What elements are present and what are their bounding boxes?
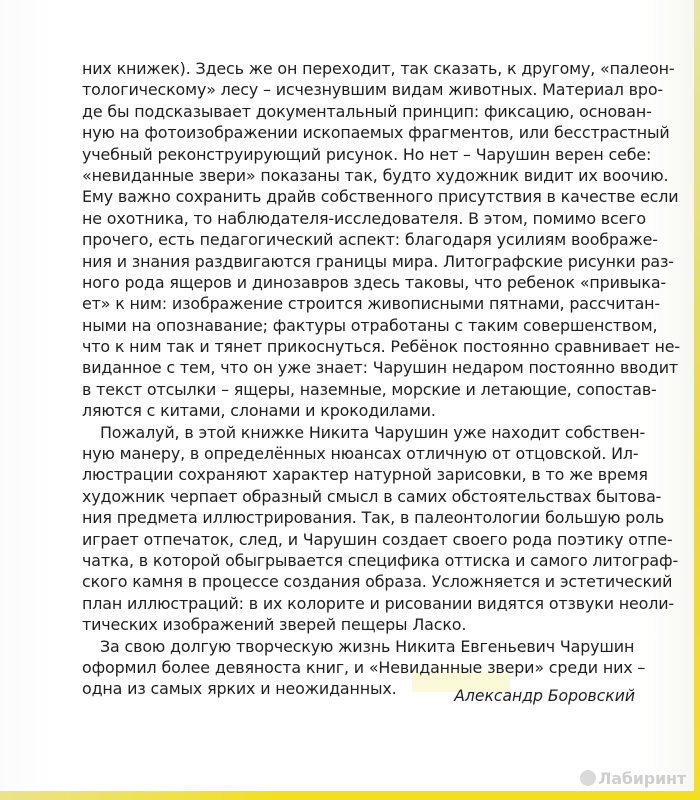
- text-line: ную на фотоизображении ископаемых фрагментов, или бесстрастный: [82, 123, 670, 143]
- text-line: прочего, есть педагогический аспект: благодаря усилиям воображе-: [82, 230, 658, 250]
- watermark-text: Лабиринт: [598, 769, 686, 788]
- text-line: ными на опознавание; фактуры отработаны с таким совершенством,: [82, 315, 658, 335]
- text-line: ния и знания раздвигаются границы мира. Литографские рисунки раз-: [82, 251, 674, 271]
- watermark: [580, 769, 686, 788]
- text-line: Ему важно сохранить драйв собственного присутствия в качестве если: [82, 187, 679, 207]
- author-signature: Александр Боровский: [454, 687, 635, 705]
- text-line: люстрации сохраняют характер натурной зарисовки, в то же время: [82, 465, 648, 485]
- text-line: них книжек). Здесь же он переходит, так сказать, к другому, «палеон-: [82, 59, 675, 78]
- text-line: не охотника, то наблюдателя-исследователя. В этом, помимо всего: [82, 208, 647, 228]
- text-line: одна из самых ярких и неожиданных.: [82, 679, 397, 699]
- text-line: план иллюстраций: в их колорите и рисовании видятся отзвуки неоли-: [82, 593, 675, 613]
- labyrinth-logo-icon: [580, 770, 596, 786]
- text-line: ет» к ним: изображение строится живописными пятнами, рассчитан-: [82, 294, 660, 314]
- text-line: ную манеру, в определённых нюансах отличную от отцовской. Ил-: [82, 444, 639, 464]
- page-edge-strip: [694, 0, 700, 800]
- text-line: ния предмета иллюстрирования. Так, в палеонтологии большую роль: [82, 508, 665, 528]
- body-text: [82, 58, 680, 700]
- text-line: ного рода ящеров и динозавров здесь таковы, что ребенок «привыка-: [82, 272, 666, 292]
- text-line: За свою долгую творческую жизнь Никита Евгеньевич Чарушин: [100, 636, 635, 656]
- text-line: учебный реконструирующий рисунок. Но нет – Чарушин верен себе:: [82, 144, 652, 164]
- text-line: тологическому» лесу – исчезнувшим видам животных. Материал вро-: [82, 80, 663, 100]
- text-line: в текст отсылки – ящеры, наземные, морские и летающие, сопостав-: [82, 379, 657, 399]
- text-line: Пожалуй, в этой книжке Никита Чарушин уже находит собствен-: [100, 422, 646, 442]
- text-line: виданное с тем, что он уже знает: Чарушин недаром постоянно вводит: [82, 358, 679, 378]
- text-line: де бы подсказывает документальный принцип: фиксацию, основан-: [82, 101, 652, 121]
- text-line: оформил более девяноста книг, и «Невиданные звери» среди них –: [82, 657, 646, 677]
- text-line: чатка, в которой обыгрывается специфика оттиска и самого литограф-: [82, 550, 679, 570]
- text-line: играет отпечаток, след, и Чарушин создает своего рода поэтику отпе-: [82, 529, 673, 549]
- page-bottom-strip: [0, 791, 700, 800]
- text-line: тических изображений зверей пещеры Ласко.: [82, 615, 467, 635]
- text-line: «невиданные звери» показаны так, будто художник видит их воочию.: [82, 165, 669, 185]
- text-line: художник черпает образный смысл в самих обстоятельствах бытова-: [82, 486, 662, 506]
- text-line: что к ним так и тянет прикоснуться. Ребёнок постоянно сравнивает не-: [82, 337, 680, 357]
- text-line: ляются с китами, слонами и крокодилами.: [82, 401, 436, 421]
- text-line: ского камня в процессе создания образа. Усложняется и эстетический: [82, 572, 673, 592]
